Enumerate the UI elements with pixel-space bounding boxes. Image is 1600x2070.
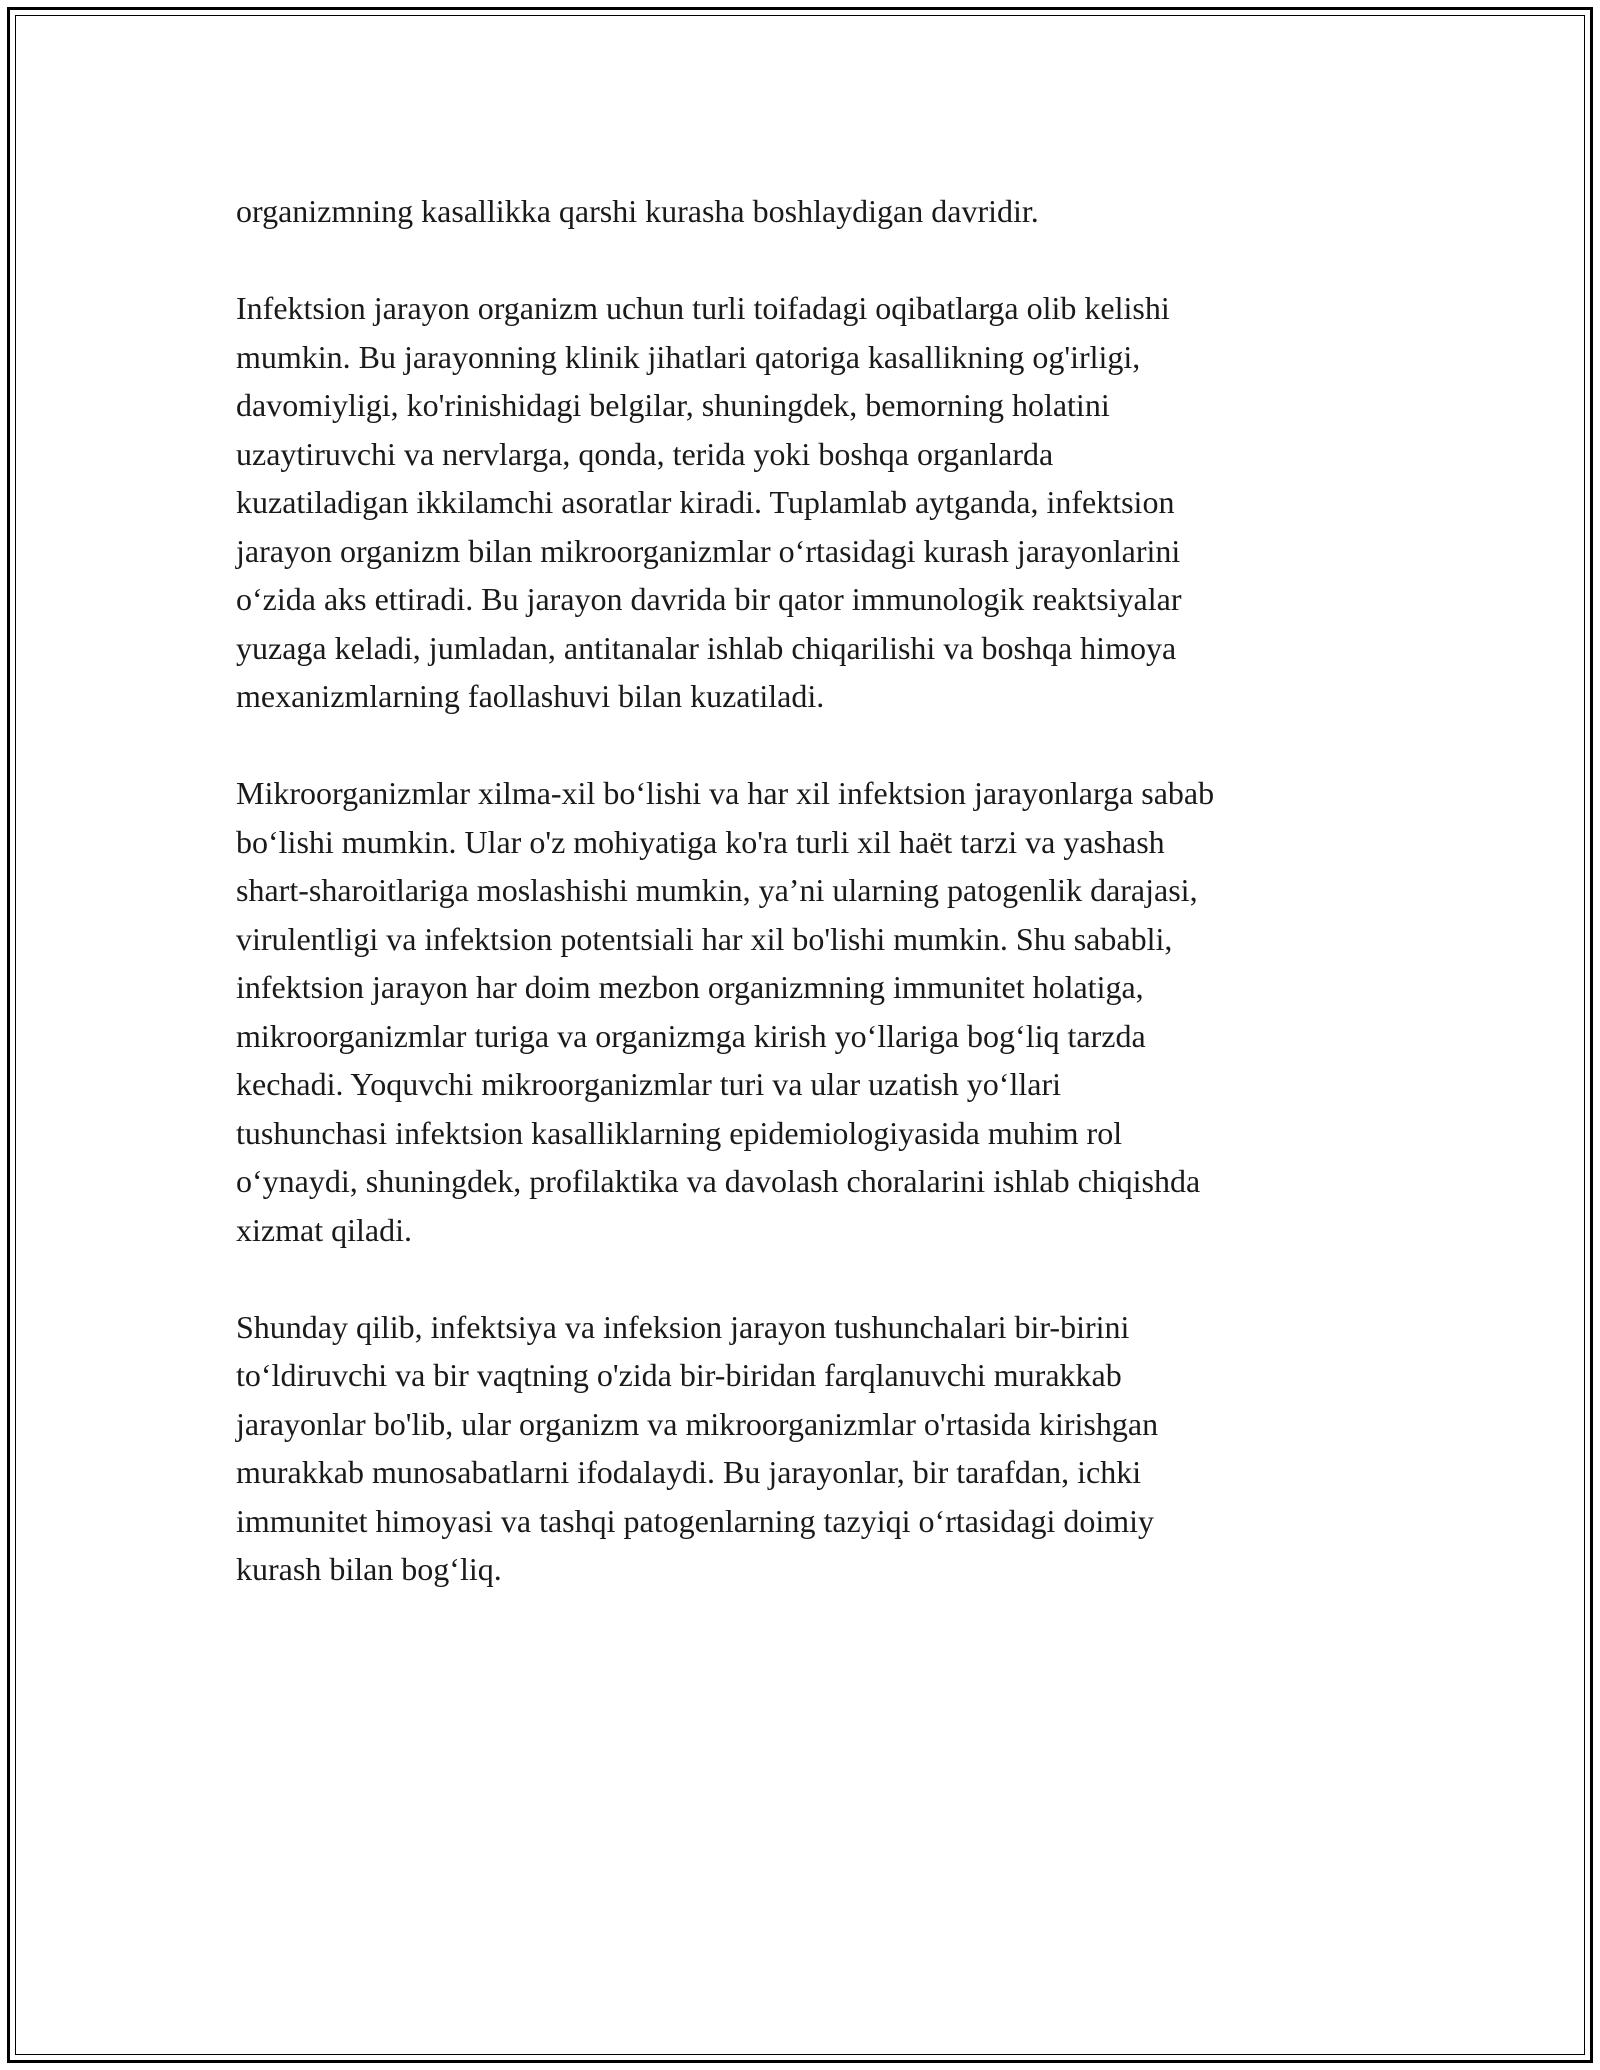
text-line: davomiyligi, ko'rinishidagi belgilar, shuningdek, bemorning holatini (236, 387, 1110, 423)
text-line: immunitet himoyasi va tashqi patogenlarning tazyiqi o‘rtasidagi doimiy (236, 1502, 1155, 1539)
text-line: Shunday qilib, infektsiya va infeksion jarayon tushunchalari bir-birini (236, 1308, 1130, 1345)
text-line: xizmat qiladi. (236, 1211, 412, 1248)
text-line: jarayonlar bo'lib, ular organizm va mikroorganizmlar o'rtasida kirishgan (236, 1405, 1159, 1442)
paragraph-2 (236, 284, 1376, 721)
text-line: yuzaga keladi, jumladan, antitanalar ishlab chiqarilishi va boshqa himoya (236, 629, 1177, 666)
text-line: mikroorganizmlar turiga va organizmga kirish yo‘llariga bog‘liq tarzda (236, 1017, 1146, 1054)
text-line: jarayon organizm bilan mikroorganizmlar o‘rtasidagi kurash jarayonlarini (236, 532, 1181, 569)
text-line: mexanizmlarning faollashuvi bilan kuzatiladi. (236, 678, 825, 714)
text-line: kuzatiladigan ikkilamchi asoratlar kiradi. Tuplamlab aytganda, infektsion (236, 484, 1175, 520)
text-line: mumkin. Bu jarayonning klinik jihatlari qatoriga kasallikning og'irligi, (236, 338, 1141, 375)
text-line: kurash bilan bog‘liq. (236, 1551, 502, 1587)
text-line: bo‘lishi mumkin. Ular o'z mohiyatiga ko'ra turli xil haёt tarzi va yashash (236, 823, 1165, 860)
text-line: murakkab munosabatlarni ifodalaydi. Bu jarayonlar, bir tarafdan, ichki (236, 1454, 1142, 1490)
paragraph-3 (236, 769, 1376, 1254)
text-line: organizmning kasallikka qarshi kurasha boshlaydigan davridir. (236, 193, 1039, 229)
text-line: infektsion jarayon har doim mezbon organizmning immunitet holatiga, (236, 969, 1144, 1005)
document-body (236, 187, 1376, 1642)
text-line: Mikroorganizmlar xilma-xil bo‘lishi va har xil infektsion jarayonlarga sabab (236, 775, 1215, 811)
text-line: kechadi. Yoquvchi mikroorganizmlar turi va ular uzatish yo‘llari (236, 1066, 1061, 1102)
paragraph-4 (236, 1303, 1376, 1594)
text-line: uzaytiruvchi va nervlarga, qonda, terida yoki boshqa organlarda (236, 435, 1054, 472)
text-line: shart-sharoitlariga moslashishi mumkin, ya’ni ularning patogenlik darajasi, (236, 872, 1198, 908)
text-line: to‘ldiruvchi va bir vaqtning o'zida bir-biridan farqlanuvchi murakkab (236, 1357, 1122, 1393)
text-line: tushunchasi infektsion kasalliklarning epidemiologiyasida muhim rol (236, 1114, 1123, 1151)
text-line: o‘zida aks ettiradi. Bu jarayon davrida bir qator immunologik reaktsiyalar (236, 581, 1182, 617)
paragraph-1 (236, 187, 1376, 236)
text-line: virulentligi va infektsion potentsiali har xil bo'lishi mumkin. Shu sababli, (236, 920, 1173, 957)
text-line: o‘ynaydi, shuningdek, profilaktika va davolash choralarini ishlab chiqishda (236, 1163, 1201, 1199)
text-line: Infektsion jarayon organizm uchun turli toifadagi oqibatlarga olib kelishi (236, 290, 1170, 326)
